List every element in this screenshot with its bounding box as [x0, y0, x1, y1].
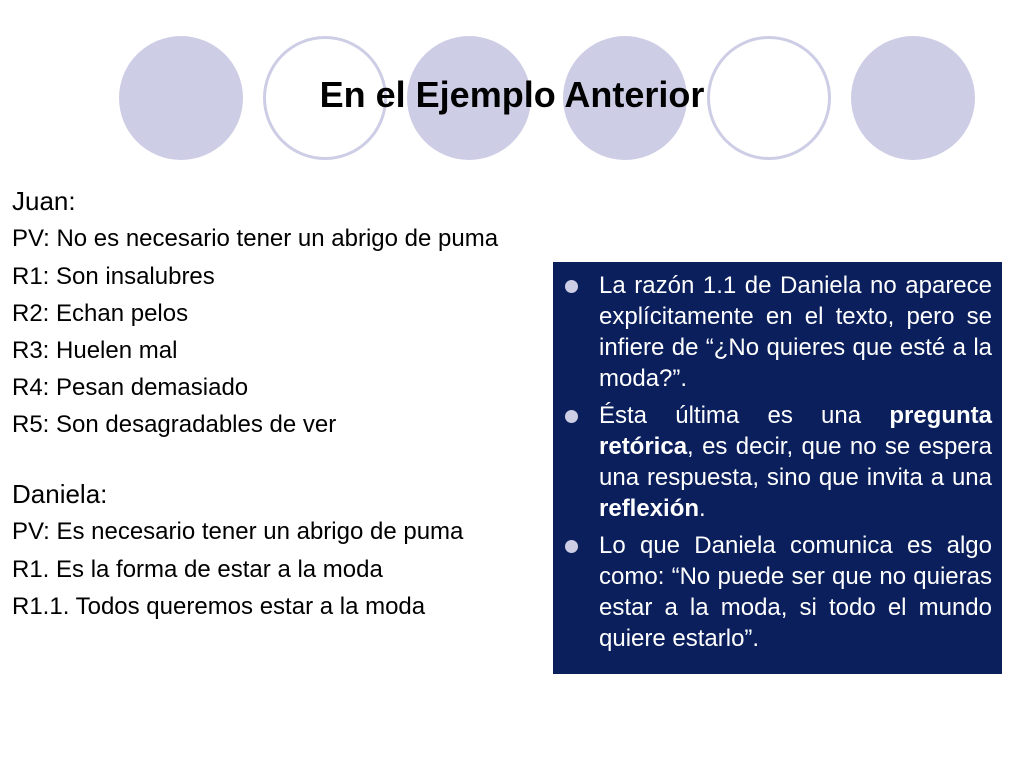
arguments-column	[12, 184, 508, 625]
bullet-item	[565, 530, 992, 654]
bullet-dot-icon	[565, 270, 599, 302]
bullet-text-run: La razón 1.1 de Daniela no aparece explícitamente en el texto, pero se infiere de “¿No quieres que esté a la moda?”.	[599, 272, 992, 392]
juan-reason-4: R4: Pesan demasiado	[12, 374, 249, 401]
bullet-text	[599, 270, 992, 394]
juan-point-of-view: PV: No es necesario tener un abrigo de puma	[12, 225, 499, 252]
bullet-dot-icon	[565, 400, 599, 432]
daniela-point-of-view: PV: Es necesario tener un abrigo de puma	[12, 518, 464, 545]
emphasis-text: pregunta retórica	[599, 402, 992, 460]
juan-reason-5: R5: Son desagradables de ver	[12, 411, 337, 438]
speaker-juan: Juan:	[12, 186, 76, 216]
bullet-text-run: Ésta última es una	[599, 402, 890, 429]
bullet-text-run: Lo que Daniela comunica es algo como: “No puede ser que no quieras estar a la moda, si todo el mundo quiere estarlo”.	[599, 532, 992, 652]
juan-reason-2: R2: Echan pelos	[12, 300, 189, 327]
bullet-item	[565, 270, 992, 394]
daniela-reason-1: R1. Es la forma de estar a la moda	[12, 556, 383, 583]
speaker-daniela: Daniela:	[12, 479, 108, 509]
spacer	[12, 443, 508, 477]
commentary-box	[553, 262, 1002, 674]
bullet-text-run: .	[699, 495, 706, 522]
juan-reason-1: R1: Son insalubres	[12, 263, 215, 290]
daniela-reason-1-1: R1.1. Todos queremos estar a la moda	[12, 593, 426, 620]
bullet-text	[599, 530, 992, 654]
juan-reason-3: R3: Huelen mal	[12, 337, 178, 364]
bullet-item	[565, 400, 992, 524]
bullet-text	[599, 400, 992, 524]
emphasis-text: reflexión	[599, 495, 700, 522]
bullet-dot-icon	[565, 530, 599, 562]
slide-title: En el Ejemplo Anterior	[319, 74, 705, 115]
bullet-text-run: , es decir, que no se espera una respuesta, sino que invita a una	[599, 433, 992, 491]
